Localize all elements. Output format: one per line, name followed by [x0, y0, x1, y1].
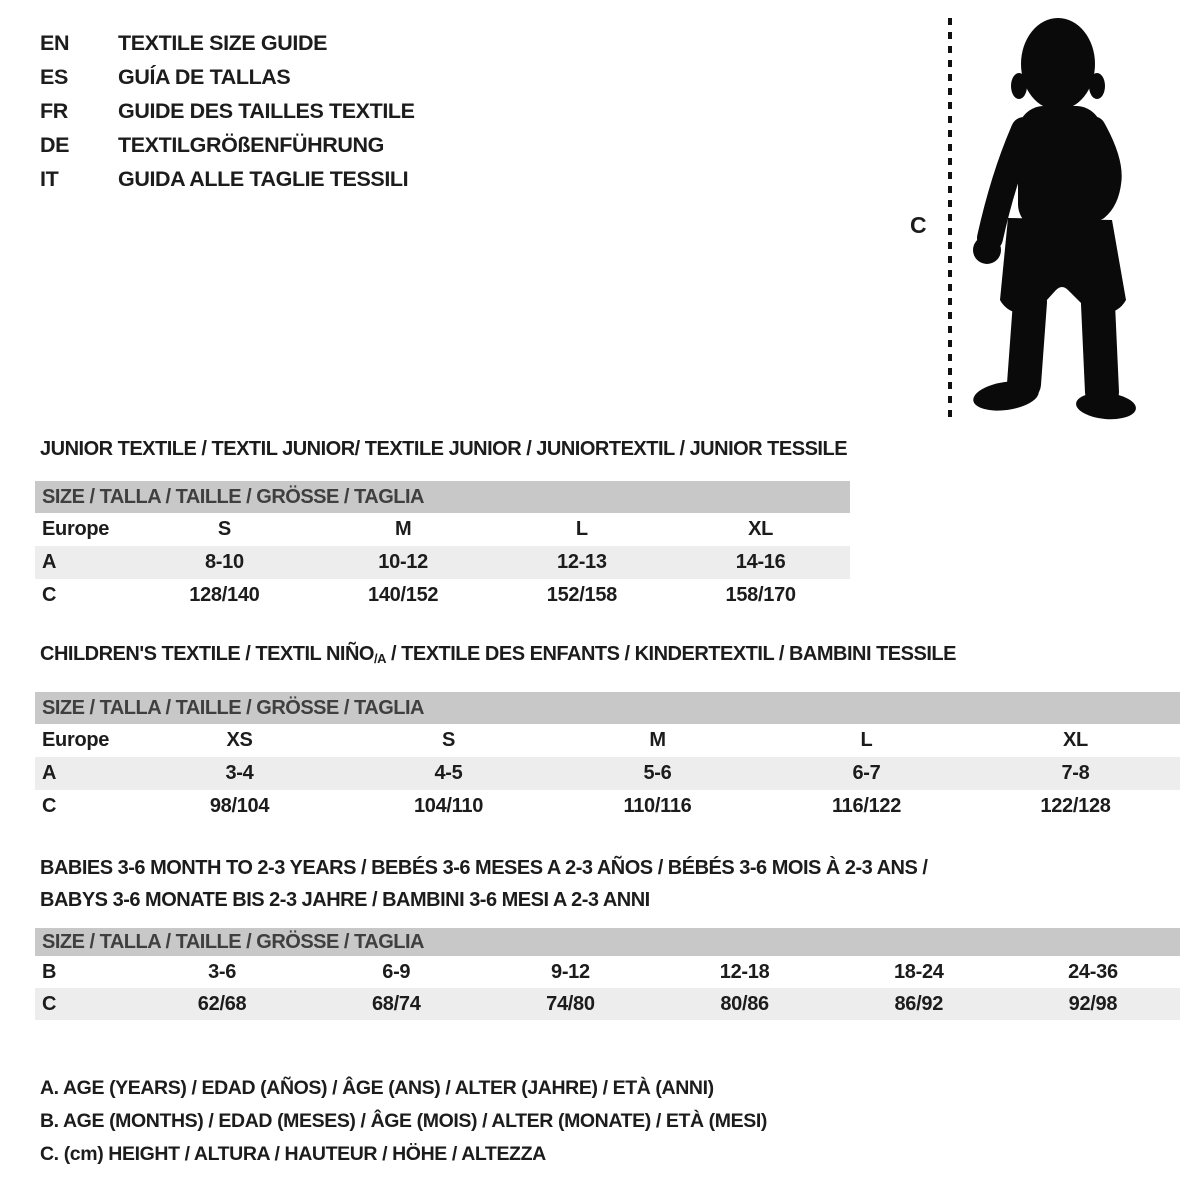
table-row — [35, 513, 850, 546]
cell-value: 8-10 — [204, 551, 244, 573]
cell-value: 6-7 — [852, 762, 881, 784]
row-label: A — [42, 762, 57, 784]
title-text: BABYS 3-6 MONATE BIS 2-3 JAHRE / BAMBINI 3-6 MESI A 2-3 ANNI — [40, 889, 650, 911]
legend — [40, 1072, 767, 1171]
cell-value: 62/68 — [197, 992, 247, 1015]
cell-value: 158/170 — [725, 584, 796, 606]
height-measure-label: C — [910, 212, 927, 238]
row-label: C — [42, 795, 57, 817]
cell-value: XL — [748, 518, 774, 540]
table-row — [35, 724, 1180, 757]
section-title — [35, 642, 1180, 668]
cell-value: 12-13 — [557, 551, 607, 573]
language-row — [40, 162, 415, 196]
table-row — [35, 790, 1180, 823]
language-row — [40, 60, 415, 94]
cell-value: 80/86 — [720, 992, 769, 1015]
section-title-line — [40, 437, 850, 461]
size-table-header: SIZE / TALLA / TAILLE / GRÖSSE / TAGLIA — [35, 481, 850, 513]
table-row — [35, 956, 1180, 988]
language-code: DE — [40, 132, 70, 157]
cell-value: 116/122 — [831, 795, 902, 817]
title-subscript: /A — [373, 651, 386, 666]
row-label: B — [42, 960, 57, 983]
cell-value: M — [649, 729, 666, 751]
legend-line: B. AGE (MONTHS) / EDAD (MESES) / ÂGE (MOIS) / ALTER (MONATE) / ETÀ (MESI) — [40, 1110, 767, 1132]
size-table — [35, 481, 850, 612]
cell-value: S — [217, 518, 231, 540]
babies-textile-section — [35, 852, 1180, 1020]
table-row — [35, 579, 850, 612]
language-row — [40, 26, 415, 60]
cell-value: L — [860, 729, 873, 751]
cell-value: 86/92 — [894, 992, 944, 1015]
section-title-line — [40, 642, 1180, 668]
section-title — [35, 852, 1180, 916]
language-code: ES — [40, 64, 68, 89]
language-label: GUIDA ALLE TAGLIE TESSILI — [118, 166, 409, 191]
row-label: C — [42, 992, 57, 1015]
section-title — [35, 437, 850, 461]
size-table-header: SIZE / TALLA / TAILLE / GRÖSSE / TAGLIA — [35, 928, 1180, 956]
cell-value: 152/158 — [546, 584, 617, 606]
cell-value: 24-36 — [1068, 960, 1118, 983]
cell-value: 3-6 — [208, 960, 237, 983]
cell-value: 98/104 — [209, 795, 270, 817]
cell-value: S — [441, 729, 456, 751]
cell-value: 10-12 — [378, 551, 428, 573]
title-text: JUNIOR TEXTILE / TEXTIL JUNIOR/ TEXTILE JUNIOR / JUNIORTEXTIL / JUNIOR TESSILE — [40, 438, 848, 460]
cell-value: 3-4 — [225, 762, 254, 784]
cell-value: L — [575, 518, 588, 540]
legend-line: A. AGE (YEARS) / EDAD (AÑOS) / ÂGE (ANS) / ALTER (JAHRE) / ETÀ (ANNI) — [40, 1077, 714, 1099]
cell-value: 5-6 — [643, 762, 672, 784]
cell-value: 68/74 — [371, 992, 421, 1015]
cell-value: 4-5 — [434, 762, 463, 784]
cell-value: 140/152 — [368, 584, 439, 606]
language-code: FR — [40, 98, 68, 123]
junior-textile-section — [35, 437, 850, 612]
table-row — [35, 546, 850, 579]
cell-value: XL — [1063, 729, 1088, 751]
size-table-header: SIZE / TALLA / TAILLE / GRÖSSE / TAGLIA — [35, 692, 1180, 724]
cell-value: 9-12 — [551, 960, 590, 983]
language-code: IT — [40, 166, 59, 191]
childrens-textile-section — [35, 642, 1180, 823]
language-label: GUÍA DE TALLAS — [118, 64, 291, 89]
cell-value: 6-9 — [382, 960, 411, 983]
cell-value: 74/80 — [546, 992, 595, 1015]
table-row — [35, 988, 1180, 1020]
cell-value: M — [394, 518, 412, 540]
row-label: Europe — [42, 729, 110, 751]
cell-value: 104/110 — [413, 795, 484, 817]
section-title-line — [40, 884, 1180, 916]
language-label: GUIDE DES TAILLES TEXTILE — [118, 98, 415, 123]
language-label: TEXTILE SIZE GUIDE — [118, 30, 328, 55]
legend-line: C. (cm) HEIGHT / ALTURA / HAUTEUR / HÖHE / ALTEZZA — [40, 1143, 546, 1165]
row-label: C — [42, 584, 57, 606]
table-row — [35, 757, 1180, 790]
title-text: CHILDREN'S TEXTILE / TEXTIL NIÑO — [40, 643, 374, 665]
title-text: BABIES 3-6 MONTH TO 2-3 YEARS / BEBÉS 3-6 MESES A 2-3 AÑOS / BÉBÉS 3-6 MOIS À 2-3 ANS / — [40, 857, 928, 879]
cell-value: 110/116 — [623, 795, 692, 817]
cell-value: 128/140 — [189, 584, 260, 606]
cell-value: XS — [226, 729, 253, 751]
cell-value: 92/98 — [1068, 992, 1118, 1015]
cell-value: 7-8 — [1061, 762, 1090, 784]
size-table — [35, 928, 1180, 1020]
row-label: Europe — [42, 518, 110, 540]
language-row — [40, 94, 415, 128]
height-dashed-line — [948, 18, 952, 418]
toddler-silhouette-image — [960, 12, 1144, 422]
cell-value: 122/128 — [1040, 795, 1111, 817]
row-label: A — [42, 551, 57, 573]
cell-value: 18-24 — [893, 960, 944, 983]
language-label: TEXTILGRÖßENFÜHRUNG — [118, 132, 384, 157]
title-text: / TEXTILE DES ENFANTS / KINDERTEXTIL / BAMBINI TESSILE — [385, 643, 956, 665]
section-title-line — [40, 852, 1180, 884]
cell-value: 14-16 — [735, 551, 786, 573]
cell-value: 12-18 — [719, 960, 770, 983]
language-code: EN — [40, 30, 70, 55]
language-row — [40, 128, 415, 162]
size-table — [35, 692, 1180, 823]
language-list — [40, 26, 415, 196]
